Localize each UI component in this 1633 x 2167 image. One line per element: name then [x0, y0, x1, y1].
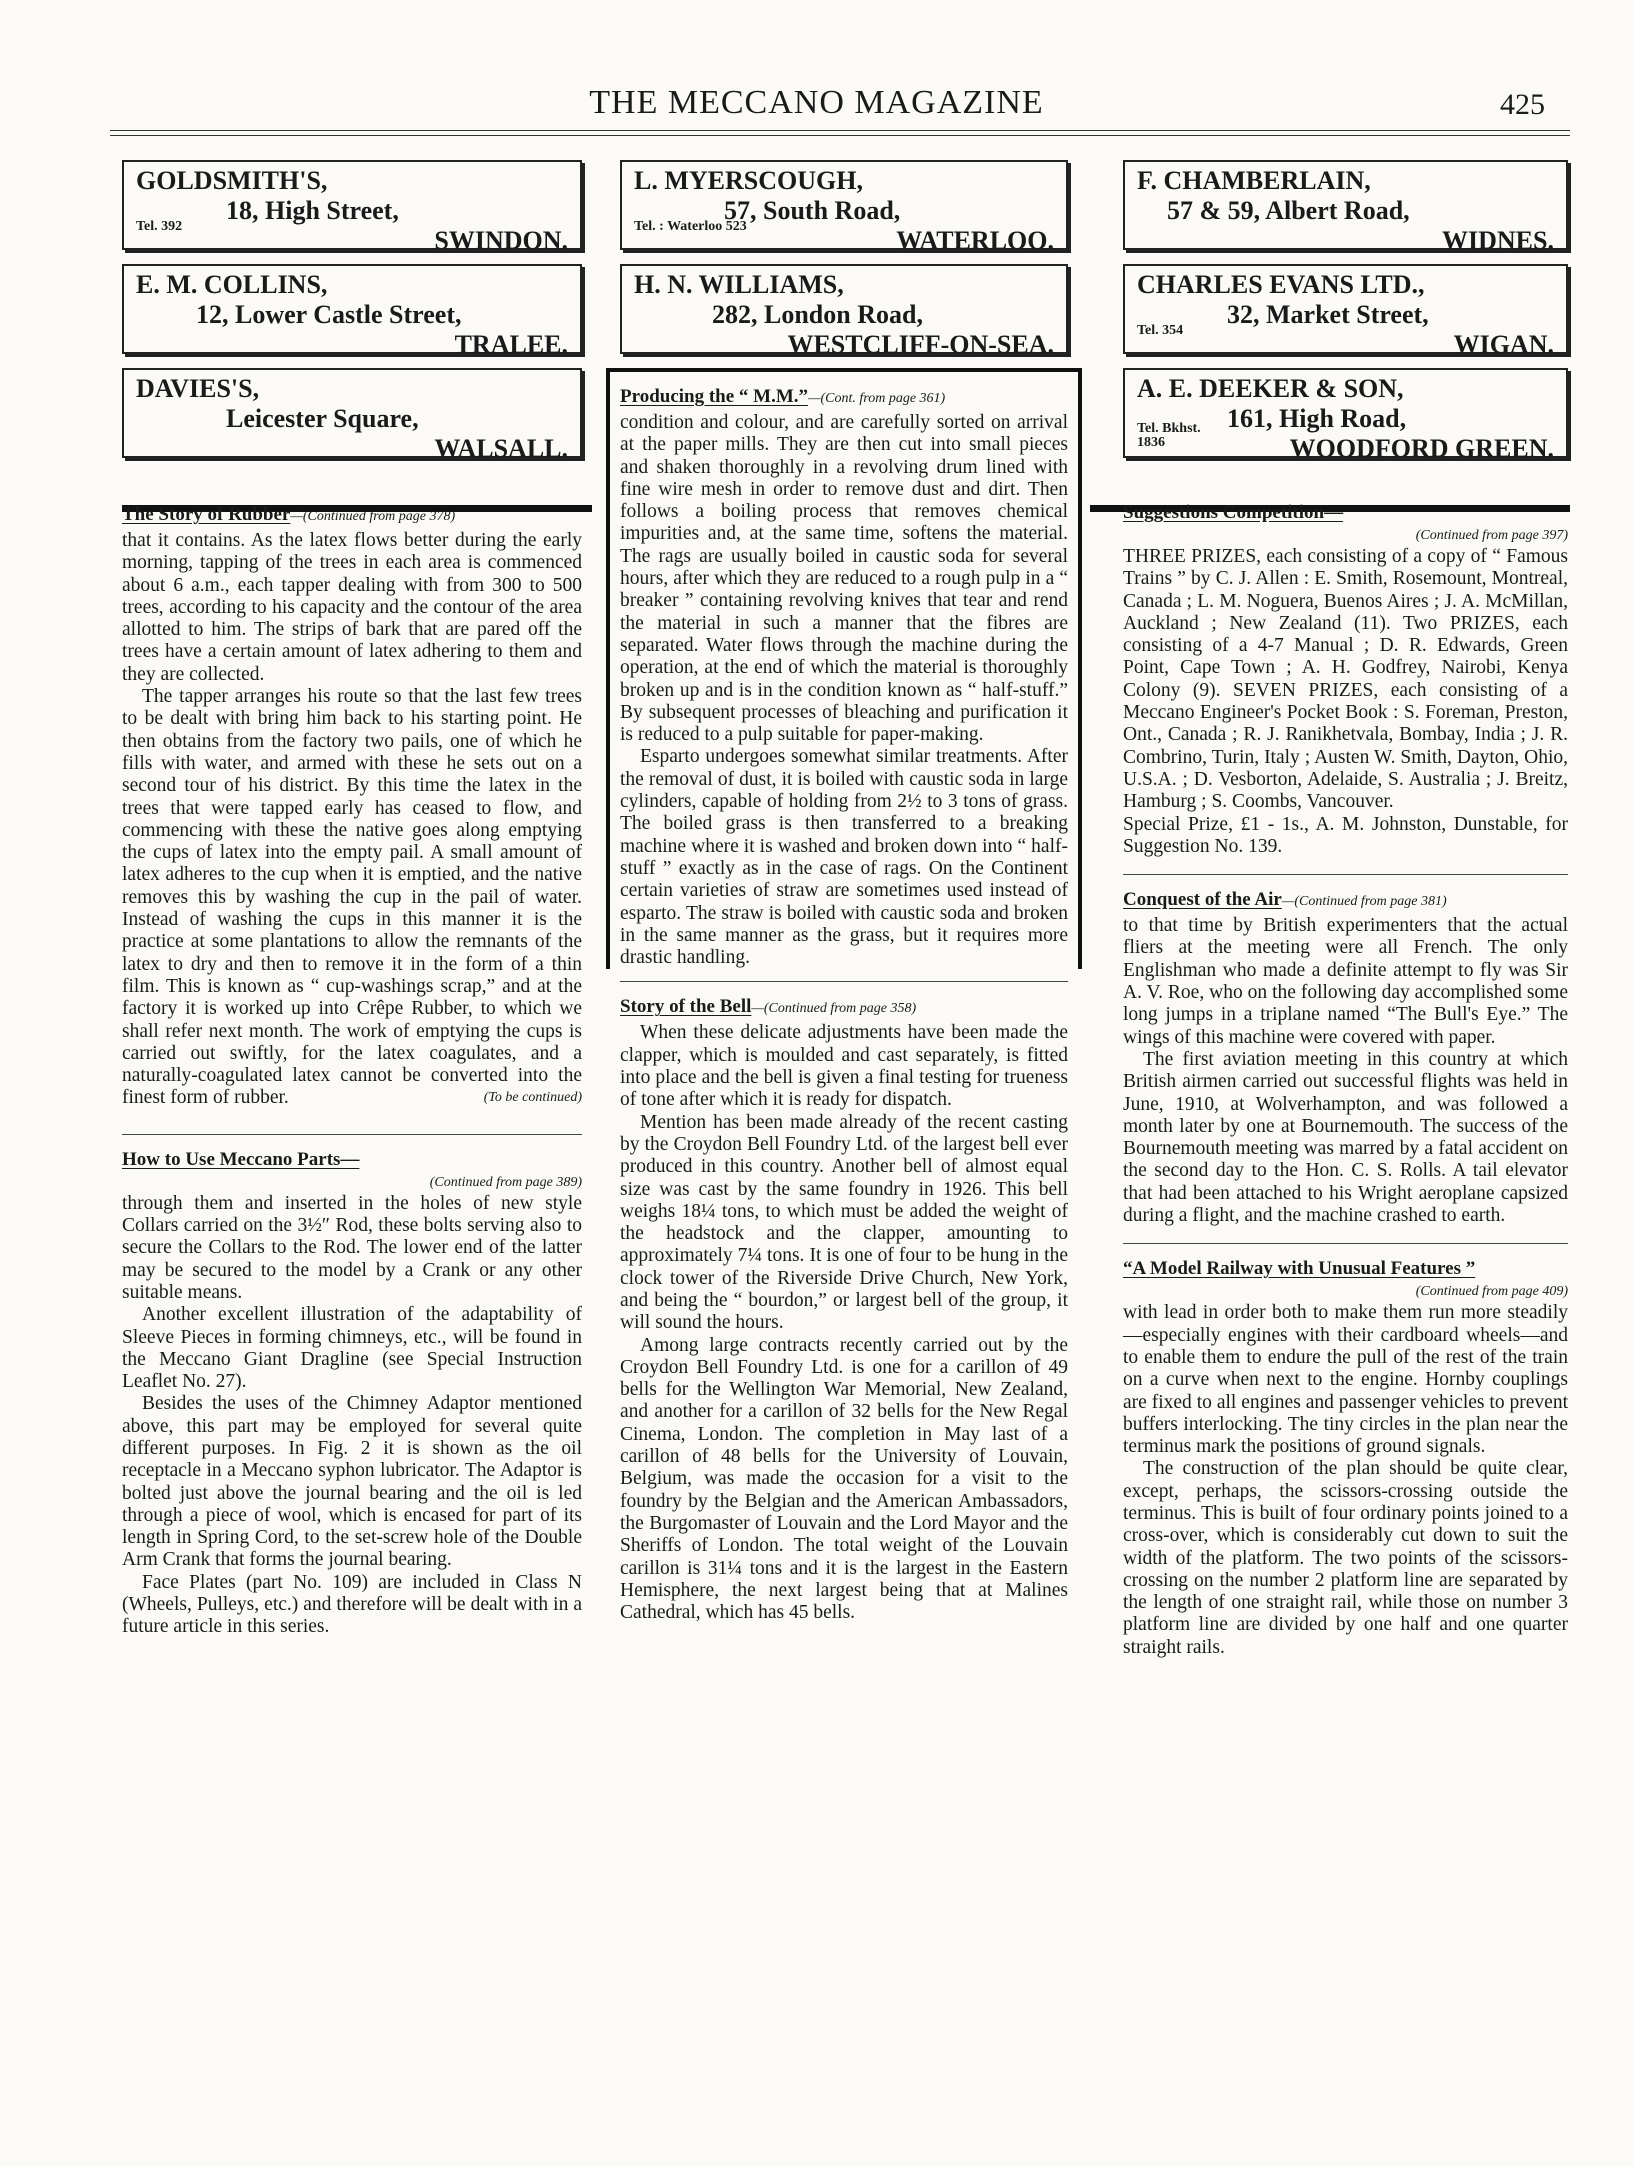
magazine-title: THE MECCANO MAGAZINE — [589, 84, 1044, 121]
dealer-street: 282, London Road, — [712, 300, 923, 329]
railway-paragraph: with lead in order both to make them run more steadily—especially engines with their cardboard wheels—and to enable them to endure the pull of the rest of the train on a curve when next to the engine. Hornby couplings are fixed to all engines and passenger vehicles to prevent buffers interlocking. The tiny circles in the plan near the terminus mark the positions of ground signals. — [1123, 1302, 1568, 1458]
suggestions-continued: (Continued from page 397) — [1415, 528, 1568, 543]
rubber-heading — [122, 504, 582, 526]
dealer-name: E. M. COLLINS, — [136, 270, 328, 299]
dealer-tel: Tel. 354 — [1137, 323, 1184, 338]
dealer-name: H. N. WILLIAMS, — [634, 270, 844, 299]
suggestions-paragraph: Special Prize, £1 - 1s., A. M. Johnston, Dunstable, for Suggestion No. 139. — [1123, 813, 1568, 857]
rubber-continued: —(Continued from page 378) — [290, 509, 456, 524]
dealer-ad-williams — [620, 264, 1068, 359]
bell-paragraph: When these delicate adjustments have been made the clapper, which is moulded and cast separately, is fitted into place and the bell is given a final testing for trueness of tone after which it is ready for dispatch. — [620, 1022, 1068, 1111]
meccano-paragraph: Another excellent illustration of the adaptability of Sleeve Pieces in forming chimneys, etc., will be found in the Meccano Giant Dragline (see Special Instruction Leaflet No. 27). — [122, 1304, 582, 1393]
railway-paragraph: The construction of the plan should be quite clear, except, perhaps, the scissors-crossing outside the terminus. This is built of four ordinary points joined to a cross-over, which is considerably cut down to suit the width of the platform. The two points of the scissors-crossing on the number 2 platform line are separated by the length of one straight rail, while those on number 3 platform line are divided by one half and one quarter straight rails. — [1123, 1458, 1568, 1658]
section-divider — [620, 981, 1068, 982]
dealer-town: TRALEE. — [454, 330, 568, 359]
header-rule — [110, 130, 1570, 131]
dealer-name: F. CHAMBERLAIN, — [1137, 166, 1371, 195]
bell-title: Story of the Bell — [620, 996, 752, 1018]
bell-continued: —(Continued from page 358) — [751, 1001, 917, 1017]
dealer-name: A. E. DEEKER & SON, — [1137, 374, 1404, 403]
dealer-ad-chamberlain — [1123, 160, 1568, 255]
dealer-tel: Tel. : Waterloo 523 — [634, 219, 747, 234]
dealer-street: 12, Lower Castle Street, — [196, 300, 462, 329]
column-1 — [122, 160, 582, 1639]
dealer-ad-deeker — [1123, 368, 1568, 463]
dealer-ad-davies — [122, 368, 582, 463]
bell-heading — [620, 996, 1068, 1018]
dealer-street: 57, South Road, — [724, 196, 901, 225]
meccano-heading: How to Use Meccano Parts— — [122, 1148, 360, 1170]
air-paragraph: to that time by British experimenters that the actual fliers at the meeting were all French. The only Englishman who made a definite attempt to fly was Sir A. V. Roe, who on the following day accomplished some long jumps in a triplane named “The Bull's Eye.” The wings of this machine were covered with paper. — [1123, 915, 1568, 1048]
dealer-ad-charles-evans — [1123, 264, 1568, 359]
dealer-street: 161, High Road, — [1227, 404, 1407, 433]
dealer-town: SWINDON. — [434, 226, 568, 255]
bell-paragraph: Mention has been made already of the recent casting by the Croydon Bell Foundry Ltd. of the largest bell ever produced in this country. Another bell of almost equal size was cast by the same foundry in 1926. This bell weighs 18¼ tons, to which must be added the weight of the headstock and the clapper, amounting to approximately 7¼ tons. It is one of four to be hung in the clock tower of the Riverside Drive Church, New York, and being the “ bourdon,” or largest bell of the group, it will sound the hours. — [620, 1111, 1068, 1334]
mm-continued: —(Cont. from page 361) — [808, 391, 946, 406]
to-be-continued: (To be continued) — [483, 1090, 582, 1106]
dealer-name: CHARLES EVANS LTD., — [1137, 270, 1425, 299]
page-header — [0, 78, 1633, 128]
meccano-continued: (Continued from page 389) — [429, 1174, 582, 1190]
dealer-town: WOODFORD GREEN. — [1289, 434, 1554, 463]
mm-paragraph: Esparto undergoes somewhat similar treatments. After the removal of dust, it is boiled with caustic soda in large cylinders, capable of holding from 2½ to 3 tons of grass. The boiled grass is then transferred to a breaking machine where it is washed and broken down into “ half-stuff ” exactly as in the case of rags. On the Continent certain varieties of straw are sometimes used instead of esparto. The straw is boiled with caustic soda and broken in the same manner as the grass, but it requires more drastic handling. — [620, 746, 1068, 969]
dealer-ad-myerscough — [620, 160, 1068, 255]
air-continued: —(Continued from page 381) — [1281, 894, 1447, 910]
meccano-paragraph: Face Plates (part No. 109) are included in Class N (Wheels, Pulleys, etc.) and therefore will be dealt with in a future article in this series. — [122, 1571, 582, 1638]
dealer-town: WIGAN. — [1453, 330, 1554, 359]
dealer-street: Leicester Square, — [226, 404, 419, 433]
dealer-name: GOLDSMITH'S, — [136, 166, 328, 195]
dealer-town: WATERLOO. — [896, 226, 1054, 255]
header-rule-2 — [110, 135, 1570, 136]
mm-paragraph: condition and colour, and are carefully sorted on arrival at the paper mills. They are then cut into small pieces and shaken thoroughly in a revolving drum lined with fine wire mesh in order to remove dust and dirt. Then follows a boiling process that removes chemical impurities and, at the same time, softens the material. The rags are usually boiled in caustic soda for several hours, after which they are reduced to a rough pulp in a “ breaker ” containing revolving knives that tear and rend the material in such a manner that the fibres are separated. Water flows through the machine during the operation, at the end of which the material is thoroughly broken up and is in the condition known as “ half-stuff.” By subsequent processes of bleaching and purification it is reduced to a pulp suitable for paper-making. — [620, 412, 1068, 746]
dealer-street: 32, Market Street, — [1227, 300, 1429, 329]
railway-heading: “A Model Railway with Unusual Features ” — [1123, 1258, 1476, 1280]
mm-frame — [606, 368, 1082, 969]
suggestions-heading: Suggestions Competition— — [1123, 502, 1344, 523]
dealer-town: WIDNES. — [1442, 226, 1554, 255]
dealer-name: L. MYERSCOUGH, — [634, 166, 863, 195]
dealer-tel: Tel. Bkhst. 1836 — [1137, 421, 1201, 450]
mm-title: Producing the “ M.M.” — [620, 386, 809, 407]
section-divider — [1123, 874, 1568, 875]
meccano-paragraph: Besides the uses of the Chimney Adaptor mentioned above, this part may be employed for several quite different purposes. In Fig. 2 it is shown as the oil receptacle in a Meccano syphon lubricator. The Adaptor is bolted just above the journal bearing and the oil is led through a piece of wool, which is encased for part of its length in Spring Cord, to the set-screw hole of the Double Arm Crank that forms the journal bearing. — [122, 1393, 582, 1571]
section-divider — [122, 1134, 582, 1135]
bell-paragraph: Among large contracts recently carried out by the Croydon Bell Foundry Ltd. is one for a carillon of 49 bells for the Wellington War Memorial, New Zealand, and another for a carillon of 32 bells for the New Regal Cinema, London. The completion in May last of a carillon of 48 bells for the University of Louvain, Belgium, was made the occasion for a visit to the foundry by the Belgian and the American Ambassadors, the Burgomaster of Louvain and the Lord Mayor and the Sheriffs of London. The total weight of the Louvain carillon is 31¼ tons and it is the largest in the Eastern Hemisphere, the next largest being that at Malines Cathedral, which has 45 bells. — [620, 1334, 1068, 1624]
railway-continued: (Continued from page 409) — [1415, 1284, 1568, 1300]
dealer-ad-collins — [122, 264, 582, 359]
section-divider — [1123, 1243, 1568, 1244]
page-number: 425 — [1500, 88, 1545, 121]
air-title: Conquest of the Air — [1123, 889, 1282, 911]
dealer-town: WESTCLIFF-ON-SEA. — [787, 330, 1054, 359]
column-3 — [1123, 160, 1568, 1659]
dealer-ad-goldsmiths — [122, 160, 582, 255]
dealer-tel: Tel. 392 — [136, 219, 183, 234]
dealer-street: 57 & 59, Albert Road, — [1167, 196, 1410, 225]
column-2 — [620, 160, 1068, 1624]
dealer-town: WALSALL. — [434, 434, 568, 463]
mm-heading — [620, 386, 1068, 408]
air-heading — [1123, 889, 1568, 911]
suggestions-paragraph: THREE PRIZES, each consisting of a copy of “ Famous Trains ” by C. J. Allen : E. Smith, Rosemount, Montreal, Canada ; L. M. Noguera, Buenos Aires ; J. A. McMillan, Auckland ; New Zealand (11). Two PRIZES, each consisting of a 4-7 Manual ; D. R. Edwards, Green Point, Cape Town ; A. H. Godfrey, Nairobi, Kenya Colony (9). SEVEN PRIZES, each consisting of a Meccano Engineer's Pocket Book : S. Foreman, Preston, Ont., Canada ; R. J. Ranikhetvala, Bombay, India ; J. R. Combrino, Turin, Italy ; Austen W. Smith, Dayton, Ohio, U.S.A. ; D. Vesborton, Adelaide, S. Australia ; J. Breitz, Hamburg ; S. Coombs, Vancouver. — [1123, 546, 1568, 813]
rubber-paragraph: The tapper arranges his route so that the last few trees to be dealt with bring him back to his starting point. He then obtains from the factory two pails, one of which he fills with water, and armed with these he sets out on a second tour of his district. By this time the latex in the trees that were tapped early has ceased to flow, and commencing with these the native goes along emptying the cups of latex into the empty pail. A small amount of latex adheres to the cup when it is emptied, and the native removes this by washing the cup in the pail of water. Instead of washing the cups in this manner it is the practice at some plantations to allow the remnants of the latex to dry and then to remove it in the form of a thin film. This is known as “ cup-washings scrap,” and at the factory it is worked up into Crêpe Rubber, to which we shall refer next month. The work of emptying the cups is carried out swiftly, for the latex coagulates, and a naturally-coagulated latex cannot be converted into the finest form of rubber. (To be continued) — [122, 686, 582, 1109]
rubber-title: The Story of Rubber — [122, 504, 291, 525]
air-paragraph: The first aviation meeting in this country at which British airmen carried out successful flights was held in June, 1910, at Wolverhampton, and was followed a month later by one at Bournemouth. The success of the Bournemouth meeting was marred by a fatal accident on the second day to the Hon. C. S. Rolls. A tail elevator that had been attached to his Wright aeroplane capsized during a flight, and the machine crashed to earth. — [1123, 1048, 1568, 1227]
meccano-paragraph: through them and inserted in the holes of new style Collars carried on the 3½″ Rod, these bolts serving also to secure the Collars to the Rod. The lower end of the latter may be secured to the model by a Crank or any other suitable means. — [122, 1192, 582, 1303]
dealer-name: DAVIES'S, — [136, 374, 260, 403]
dealer-street: 18, High Street, — [226, 196, 399, 225]
rubber-paragraph: that it contains. As the latex flows better during the early morning, tapping of the trees in each area is commenced about 6 a.m., each tapper dealing with from 300 to 500 trees, according to his capacity and the contour of the area allotted to him. The strips of bark that are pared off the trees have a certain amount of latex adhering to them and they are collected. — [122, 530, 582, 685]
